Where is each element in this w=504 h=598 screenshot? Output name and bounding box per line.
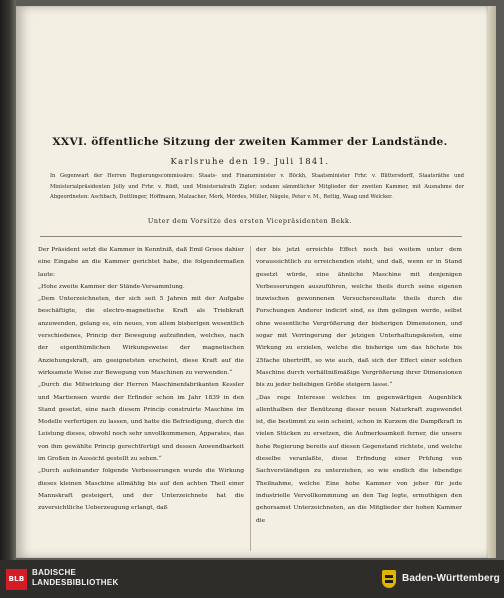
paragraph: „Durch aufeinander folgende Verbesserungen wurde die Wirkung dieses kleinen Maschine allmählig bis auf den achten Theil einer Mannskraft gesteigert, und der Unterzeichnete hat die zuversichtliche Ueberzeugung erlangt, daß: [38, 468, 244, 512]
paragraph: „Durch die Mitwirkung der Herren Maschinenfabrikanten Kessler und Martiensen wurde der Erfinder schon im Jahr 1839 in den Stand gesetzt, eine nach diesem Princip construirte Maschine im Modelle verfertigen zu lassen, und hatte die Befriedigung, durch die Leistung dieses, obwohl noch sehr unvollkommenen, Apparates, das von ihm gewählte Princip gerechtfertigt und dessen Anwendbarkeit im Großen in Aussicht gestellt zu sehen.“: [38, 382, 244, 463]
paragraph: „Das rege Interesse welches im gegenwärtigen Augenblick allenthalben der Benützung dieser neuen Naturkraft zugewendet ist, die bestimmt zu sein scheint, schon in Kurzem die Dampfkraft in vielen Stücken zu ersetzen, die Aufmerksamkeit ferner, die unsere hohe Regierung bereits auf diesen Gegenstand richtete, und welche dieselbe veranlaßte, diese Erfindung einer Prüfung von Sachverständigen zu unterziehen, so wie endlich die lebendige Theilnahme, welche Eine hohe Kammer von jeher für jede industrielle Vervollkommnung an den Tag legte, ermuthigen den gehorsamst Unterzeichneten, an die Mitglieder der hohen Kammer die: [256, 394, 462, 524]
paragraph: der bis jetzt erreichte Effect noch bei weitem unter dem voraussichtlich zu erreichenden steht, und daß, wenn er in Stand gesetzt würde, eine ähnliche Maschine mit denjenigen Verbesserungen auszuführen, welche theils durch seine eigenen inzwischen gewonnenen Versuchsresultate theils durch die Forschungen Anderer indicirt sind, es ihm gelingen werde, selbst ohne wesentliche Vergrößerung der bisherigen Dimensionen, und sogar mit Verringerung der jetzigen Unterhaltungskosten, eine Wirkung zu erzielen, welche die bisherige um das höchste bis 25fache übertrifft, so wie auch, daß sich der Effect einer solchen Maschine durch verhältnißmäßige Vergrößerung ihrer Dimensionen bis zu jeder beliebigen Größe steigern lasse.“: [256, 247, 462, 389]
paragraph: Der Präsident setzt die Kammer in Kenntniß, daß Emil Groos dahier eine Eingabe an die Kammer gerichtet habe, die folgendermaßen laute:: [38, 247, 244, 278]
baden-wuerttemberg-crest-icon[interactable]: [382, 570, 396, 588]
attendance-paragraph: In Gegenwart der Herren Regierungscommissäre: Staats- und Finanzminister v. Böckh, Staatsminister Frhr. v. Blittersdorff, Staatsräthe und Ministerialpräsidenten Jolly und Frhr. v. Rüdt, und Ministerialrath Zigler; sodann sämmtlicher Mitglieder der zweiten Kammer, mit Ausnahme der Abgeordneten: Aschbach, Duttlinger, Hoffmann, Malzacher, Merk, Mördes, Müller, Nägele, Peter v. M., Rettig, Waag und Welcker.: [50, 173, 464, 201]
session-heading: XXVI. öffentliche Sitzung der zweiten Kammer der Landstände.: [52, 136, 448, 148]
blb-logo-icon[interactable]: BLB: [6, 569, 27, 590]
book-binding: [0, 0, 16, 560]
right-text-column: [256, 244, 462, 527]
blb-line-2: LANDESBIBLIOTHEK: [32, 577, 119, 587]
blb-line-1: BADISCHE: [32, 568, 77, 577]
column-divider: [250, 246, 251, 551]
paragraph: „Hohe zweite Kammer der Stände-Versammlung.: [38, 283, 185, 290]
footer-bar: [0, 560, 504, 598]
left-text-column: [38, 244, 244, 515]
session-date: Karlsruhe den 19. Juli 1841.: [170, 156, 330, 166]
baden-wuerttemberg-label[interactable]: Baden-Württemberg: [402, 573, 500, 584]
paragraph: „Dem Unterzeichneten, der sich seit 5 Jahren mit der Aufgabe beschäftigte, die electro-magnetische Kraft als Triebkraft anzuwenden, gelang es, ein neues, von allem bisherigen wesentlich verschiedenes, Princip der Bewegung aufzufinden, welches, nach der eigenthümlichen Wirkungsweise der magnetischen Anziehungskraft, am geeignetsten erscheint, diese Kraft auf die wirksamste Weise zur Bewegung von Maschinen zu verwenden.“: [38, 296, 244, 376]
section-rule: [40, 236, 462, 237]
page-edge: [488, 6, 496, 558]
presidency-line: Unter dem Vorsitze des ersten Vicepräsidenten Bekk.: [147, 217, 353, 225]
blb-wordmark[interactable]: [32, 568, 119, 587]
